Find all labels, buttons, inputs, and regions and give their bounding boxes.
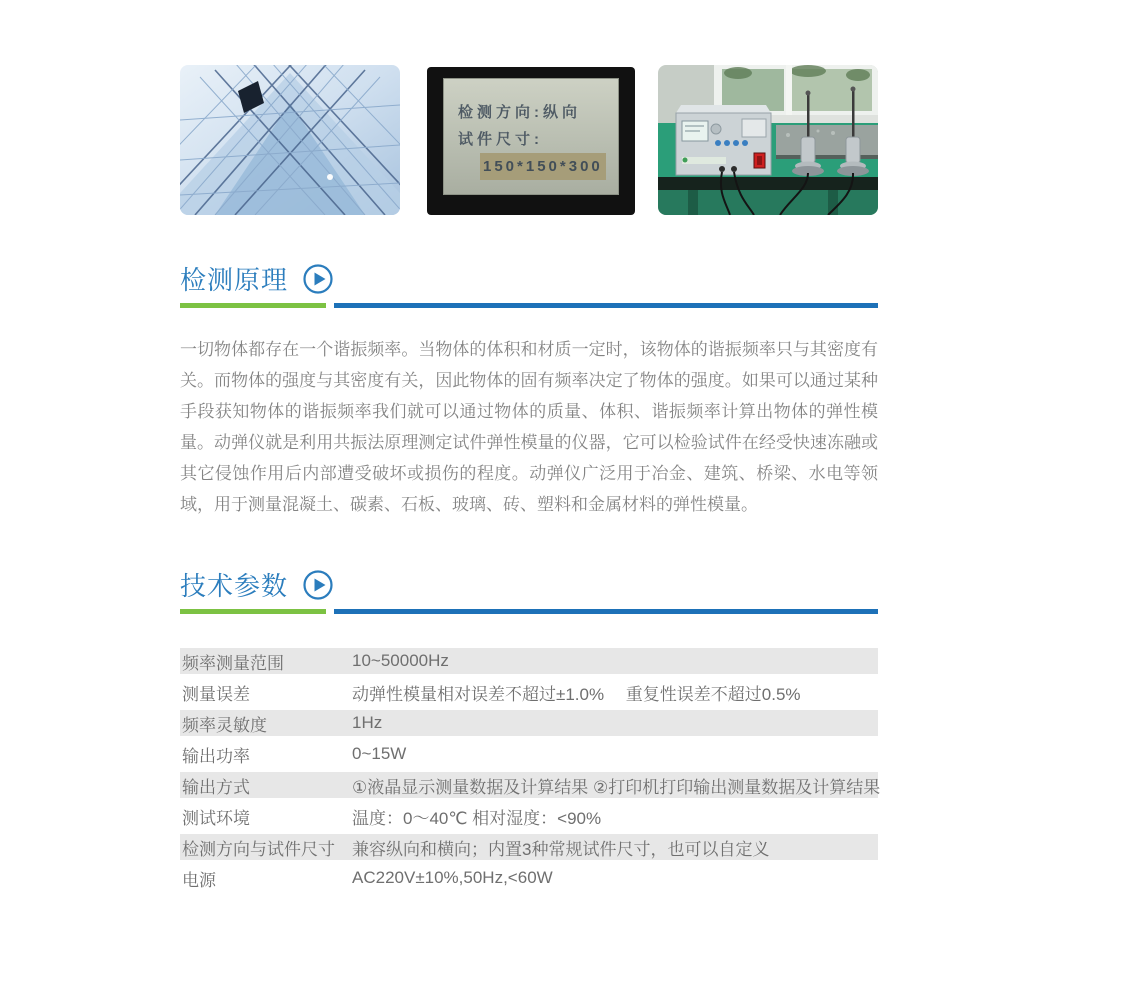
specs-title: 技术参数 [180,571,289,601]
equipment-photo-art [658,65,878,215]
spec-label: 测试环境 [182,808,250,828]
spec-label: 频率灵敏度 [182,715,267,735]
spec-value: 0~15W [352,744,407,763]
principle-divider [180,303,878,308]
specs-header [180,566,334,603]
spec-value: 10~50000Hz [352,651,449,670]
spec-value: 动弹性模量相对误差不超过±1.0% 重复性误差不超过0.5% [352,684,801,704]
principle-header [180,260,334,297]
divider-green-bar [180,303,326,308]
spec-value: AC220V±10%,50Hz,<60W [352,868,553,887]
building-photo-art [180,65,400,215]
spec-label: 电源 [182,870,216,890]
lcd-screen [443,78,619,195]
lcd-line-direction: 检测方向:纵向 [458,104,581,121]
spec-value: ①液晶显示测量数据及计算结果 ②打印机打印输出测量数据及计算结果 [352,777,881,797]
principle-paragraph: 一切物体都存在一个谐振频率。当物体的体积和材质一定时，该物体的谐振频率只与其密度有关。而物体的强度与其密度有关，因此物体的固有频率决定了物体的强度。如果可以通过某种手段获知物体的谐振频率我们就可以通过物体的质量、体积、谐振频率计算出物体的弹性模量。动弹仪就是利用共振法原理测定试件弹性模量的仪器，它可以检验试件在经受快速冻融或其它侵蚀作用后内部遭受破坏或损伤的程度。动弹仪广泛用于冶金、建筑、桥梁、水电等领域，用于测量混凝土、碳素、石板、玻璃、砖、塑料和金属材料的弹性模量。 [180,340,878,514]
table-row [180,710,878,736]
lcd-size-highlight: 150*150*300 [480,153,606,180]
building-photo [180,65,400,215]
spec-value: 1Hz [352,713,383,732]
specs-table [180,648,881,896]
spec-value: 温度：0～40℃ 相对湿度：<90% [352,808,602,828]
lcd-line-size: 试件尺寸: [458,131,543,148]
photo-strip [180,65,878,215]
equipment-photo [658,65,878,215]
spec-label: 测量误差 [182,684,250,704]
table-row [180,772,881,798]
divider-blue-bar [334,609,878,614]
spec-label: 频率测量范围 [182,653,284,673]
divider-blue-bar [334,303,878,308]
lcd-text [444,79,618,180]
lcd-photo [427,67,635,215]
table-row [180,834,878,860]
spec-label: 检测方向与试件尺寸 [182,839,335,859]
table-row [180,803,878,829]
table-row [180,865,878,891]
play-icon[interactable] [302,263,334,295]
table-row [180,679,878,705]
divider-green-bar [180,609,326,614]
spec-value: 兼容纵向和横向；内置3种常规试件尺寸，也可以自定义 [352,839,770,859]
table-row [180,648,878,674]
principle-title: 检测原理 [180,265,289,295]
specs-divider [180,609,878,614]
spec-label: 输出方式 [182,777,250,797]
table-row [180,741,878,767]
spec-label: 输出功率 [182,746,250,766]
play-icon[interactable] [302,569,334,601]
